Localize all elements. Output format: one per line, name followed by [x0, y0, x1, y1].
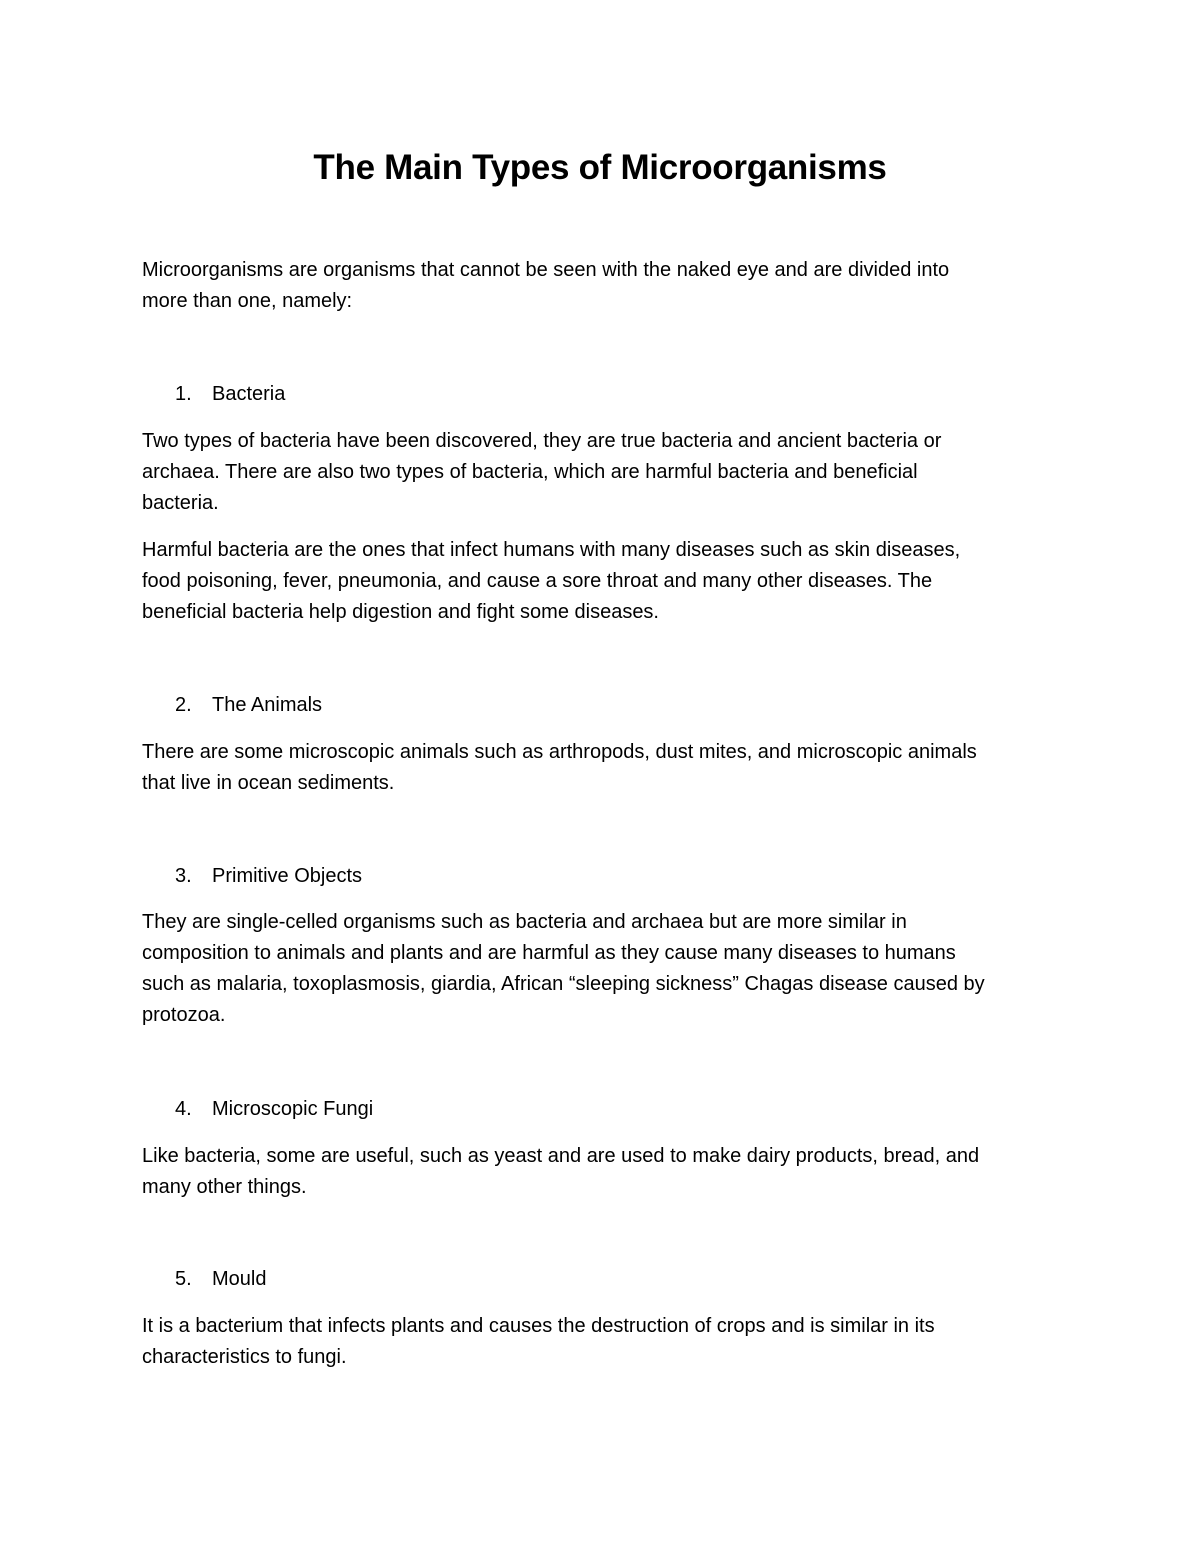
paragraph-line: Like bacteria, some are useful, such as yeast and are used to make dairy products, bread, and [142, 1145, 980, 1167]
animals-paragraph [142, 737, 1062, 799]
primitive-objects-paragraph [142, 907, 1062, 1031]
list-number: 3. [175, 865, 192, 887]
paragraph-line: characteristics to fungi. [142, 1346, 347, 1368]
section-heading-text: Microscopic Fungi [212, 1098, 374, 1120]
paragraph-line: There are some microscopic animals such as arthropods, dust mites, and microscopic animals [142, 741, 977, 763]
paragraph-line: Harmful bacteria are the ones that infect humans with many diseases such as skin diseases, [142, 539, 961, 561]
intro-line: Microorganisms are organisms that cannot be seen with the naked eye and are divided into [142, 259, 950, 281]
intro-paragraph [142, 255, 1062, 317]
paragraph-line: bacteria. [142, 492, 219, 514]
mould-paragraph [142, 1311, 1062, 1373]
section-heading-text: Primitive Objects [212, 865, 363, 887]
paragraph-line: They are single-celled organisms such as bacteria and archaea but are more similar in [142, 911, 907, 933]
list-number: 5. [175, 1268, 192, 1290]
paragraph-line: that live in ocean sediments. [142, 772, 395, 794]
paragraph-line: It is a bacterium that infects plants and causes the destruction of crops and is similar in its [142, 1315, 935, 1337]
section-heading-text: Bacteria [212, 383, 286, 405]
paragraph-line: protozoa. [142, 1004, 226, 1026]
paragraph-line: food poisoning, fever, pneumonia, and cause a sore throat and many other diseases. The [142, 570, 933, 592]
list-number: 1. [175, 383, 192, 405]
paragraph-line: Two types of bacteria have been discovered, they are true bacteria and ancient bacteria or [142, 430, 942, 452]
paragraph-line: many other things. [142, 1176, 307, 1198]
microscopic-fungi-paragraph [142, 1141, 1062, 1203]
section-heading-text: The Animals [212, 694, 323, 716]
list-number: 4. [175, 1098, 192, 1120]
bacteria-paragraph-2 [142, 535, 1062, 628]
paragraph-line: beneficial bacteria help digestion and fight some diseases. [142, 601, 659, 623]
bacteria-paragraph-1 [142, 426, 1062, 519]
paragraph-line: composition to animals and plants and are harmful as they cause many diseases to humans [142, 942, 956, 964]
paragraph-line: archaea. There are also two types of bacteria, which are harmful bacteria and beneficial [142, 461, 918, 483]
paragraph-line: such as malaria, toxoplasmosis, giardia, African “sleeping sickness” Chagas disease caused by [142, 973, 985, 995]
intro-line: more than one, namely: [142, 290, 353, 312]
document-title: The Main Types of Microorganisms [313, 148, 887, 187]
section-heading-text: Mould [212, 1268, 267, 1290]
list-number: 2. [175, 694, 192, 716]
